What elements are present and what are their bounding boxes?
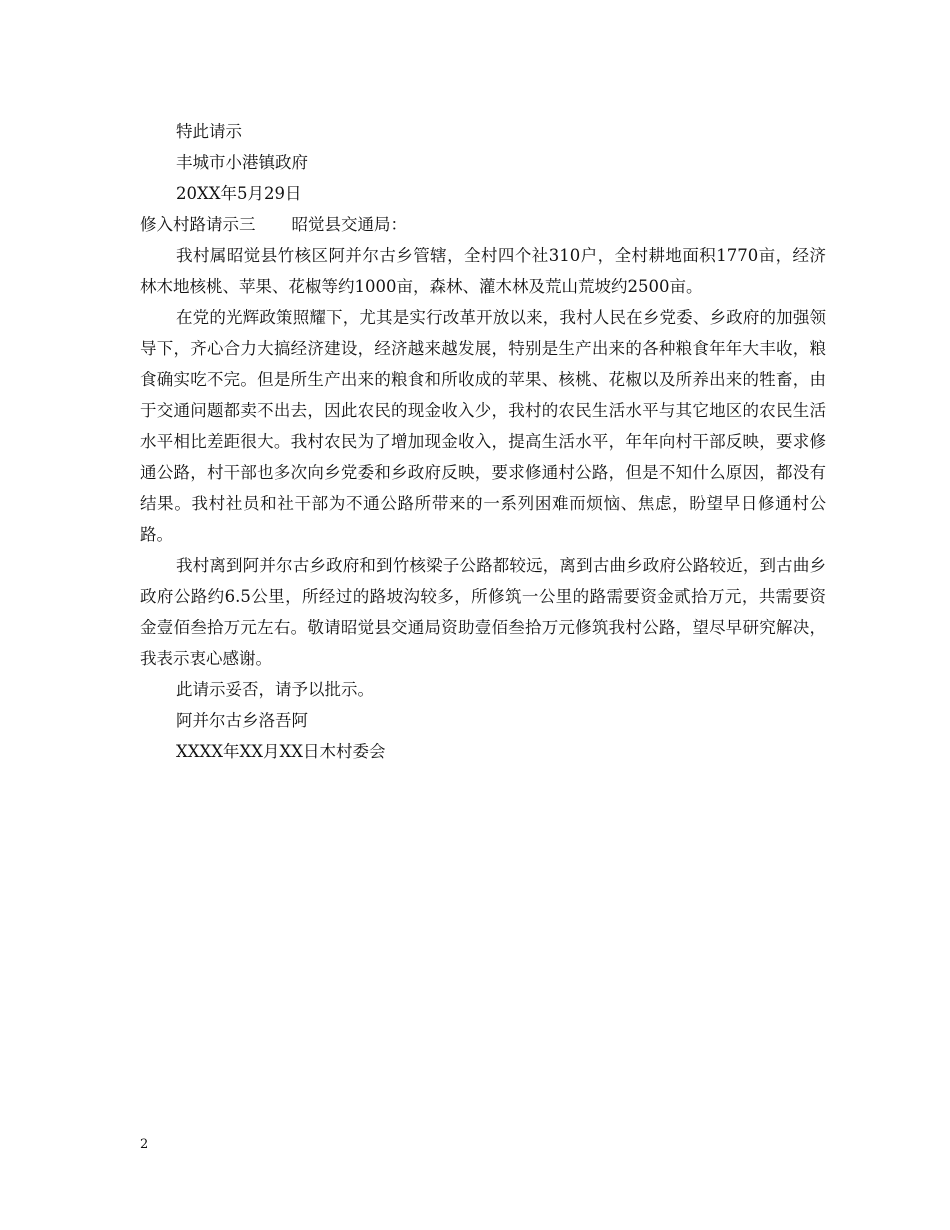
page-number: 2: [140, 1137, 149, 1152]
date-line: 20XX年5月29日: [176, 184, 302, 203]
paragraph-3: 我村离到阿并尔古乡政府和到竹核梁子公路都较远，离到古曲乡政府公路较近，到古曲乡政府公路约6.5公里，所经过的路坡沟较多，所修筑一公里的路需要资金贰拾万元，共需要资金壹佰叁拾万元左右。敬请昭觉县交通局资助壹佰叁拾万元修筑我村公路，望尽早研究解决，我表示衷心感谢。: [140, 556, 826, 668]
paragraph-2: 在党的光辉政策照耀下，尤其是实行改革开放以来，我村人民在乡党委、乡政府的加强领导下，齐心合力大搞经济建设，经济越来越发展，特别是生产出来的各种粮食年年大丰收，粮食确实吃不完。但是所生产出来的粮食和所收成的苹果、核桃、花椒以及所养出来的牲畜，由于交通问题都卖不出去，因此农民的现金收入少，我村的农民生活水平与其它地区的农民生活水平相比差距很大。我村农民为了增加现金收入，提高生活水平，年年向村干部反映，要求修通公路，村干部也多次向乡党委和乡政府反映，要求修通村公路，但是不知什么原因，都没有结果。我村社员和社干部为不通公路所带来的一系列困难而烦恼、焦虑，盼望早日修通村公路。: [140, 308, 826, 544]
title-line: [140, 209, 826, 240]
addressee: 昭觉县交通局：: [291, 215, 407, 234]
document-page: [140, 116, 826, 767]
section-title: 修入村路请示三: [140, 215, 256, 234]
sign-date-line: XXXX年XX月XX日木村委会: [176, 742, 386, 761]
signer-line: 阿并尔古乡洛吾阿: [176, 711, 308, 730]
closing-line: 特此请示: [176, 122, 242, 141]
request-line: 此请示妥否，请予以批示。: [176, 680, 374, 699]
organization-line: 丰城市小港镇政府: [176, 153, 308, 172]
paragraph-1: 我村属昭觉县竹核区阿并尔古乡管辖，全村四个社310户，全村耕地面积1770亩，经济林木地核桃、苹果、花椒等约1000亩，森林、灌木林及荒山荒坡约2500亩。: [140, 246, 826, 296]
